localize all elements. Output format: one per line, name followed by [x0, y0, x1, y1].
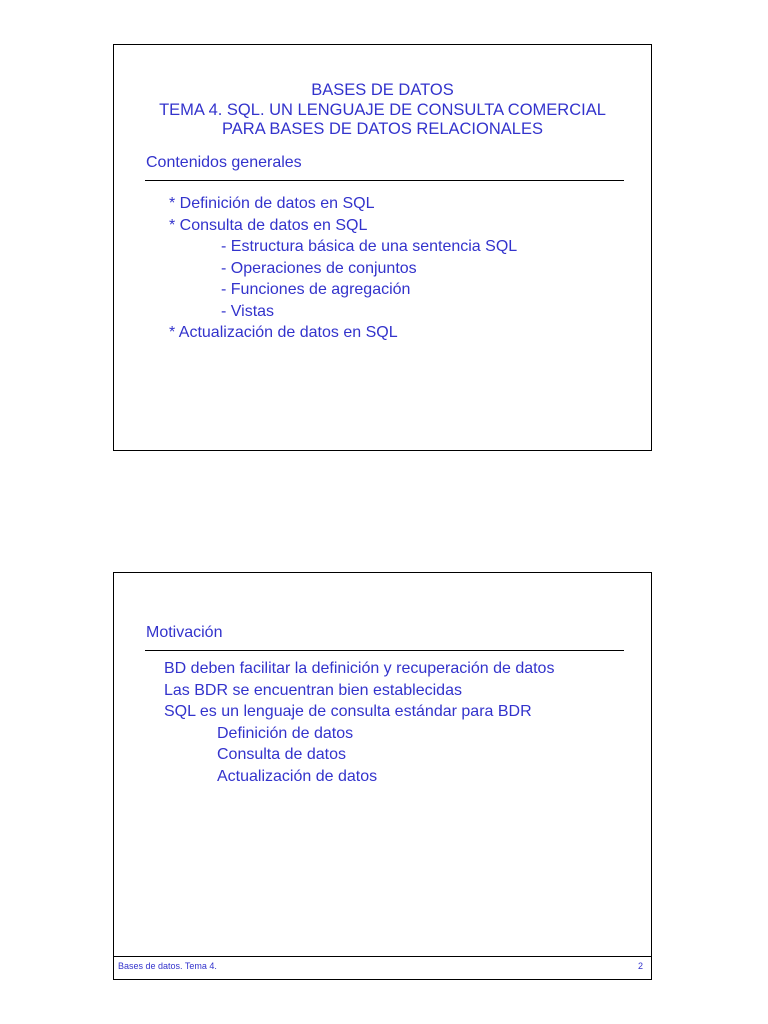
list-subitem: Consulta de datos: [217, 746, 346, 763]
list-item: * Consulta de datos en SQL: [169, 216, 368, 234]
list-item: * Actualización de datos en SQL: [169, 324, 398, 341]
list-item: Las BDR se encuentran bien establecidas: [164, 681, 462, 699]
list-item: SQL es un lenguaje de consulta estándar para BDR: [164, 703, 532, 720]
title-line-2: TEMA 4. SQL. UN LENGUAJE DE CONSULTA COMERCIAL: [159, 100, 606, 119]
footer-page-number: 2: [637, 961, 643, 971]
section-heading: Motivación: [146, 624, 223, 641]
list-subitem: Actualización de datos: [217, 767, 378, 785]
list-subitem: - Funciones de agregación: [221, 281, 411, 298]
contents-list: [114, 193, 651, 344]
list-item: * Definición de datos en SQL: [169, 195, 375, 212]
slide-1-title: [114, 81, 651, 140]
footer-course-label: Bases de datos. Tema 4.: [118, 961, 217, 971]
slide-2: [113, 572, 652, 980]
slide-1: [113, 44, 652, 451]
title-line-1: BASES DE DATOS: [311, 81, 454, 99]
heading-underline: [145, 180, 624, 181]
list-subitem: - Vistas: [221, 302, 275, 320]
list-subitem: - Estructura básica de una sentencia SQL: [221, 238, 518, 255]
list-subitem: Definición de datos: [217, 724, 354, 742]
title-line-3: PARA BASES DE DATOS RELACIONALES: [222, 120, 543, 138]
motivation-list: [114, 658, 651, 787]
section-heading: Contenidos generales: [146, 154, 302, 171]
heading-underline: [145, 650, 624, 651]
footer-divider: [114, 956, 651, 957]
list-subitem: - Operaciones de conjuntos: [221, 259, 417, 277]
list-item: BD deben facilitar la definición y recuperación de datos: [164, 660, 555, 677]
